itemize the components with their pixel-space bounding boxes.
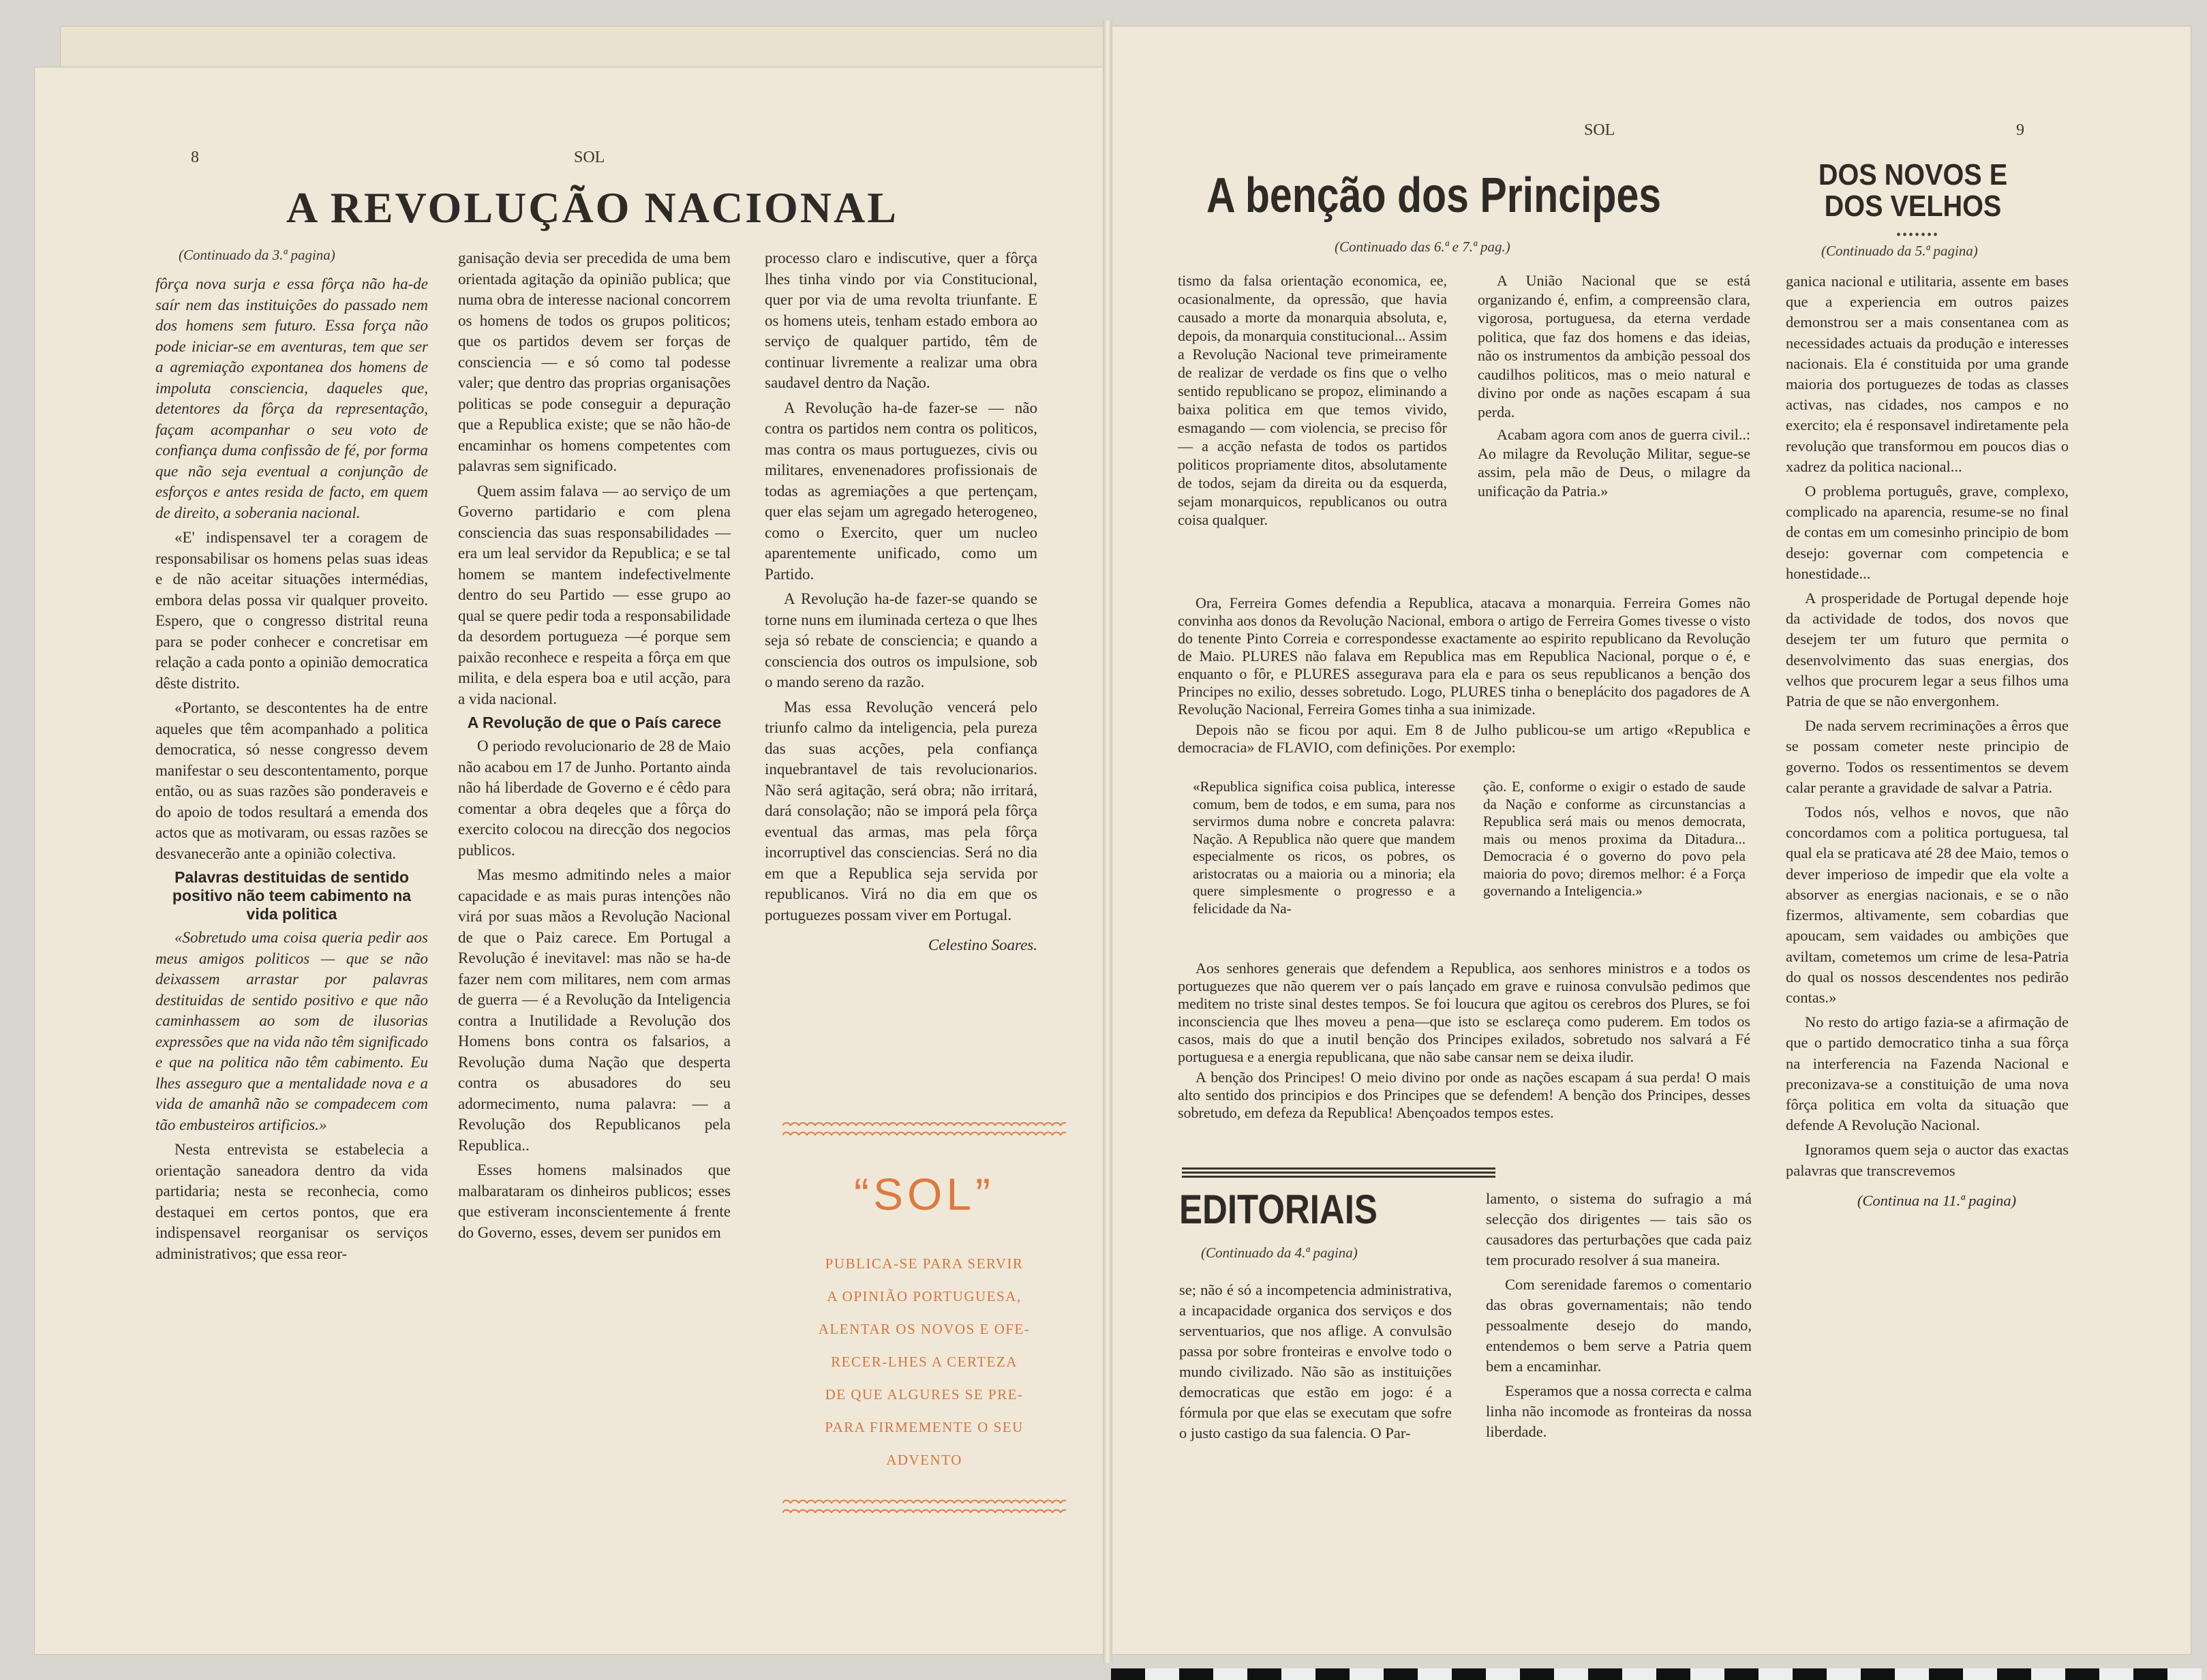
paragraph: Mas essa Revolução vencerá pelo triunfo calmo da inteligencia, pela pureza das suas acções, pela confiança inquebrantavel de tais revolucionarios. Não será agitação, será obra; não irritará, dará consolação; não se imporá pela fôrça eventual das armas, mas pela fôrça incorruptivel das consciencias. Será no dia em que a Republica seja servida por republicanos. Virá no dia em que os portuguezes possam viver em Portugal. (765, 698, 1037, 923)
paragraph: se; não é só a incompetencia administrativa, a incapacidade organica dos serviços e dos serventuarios, que nos aflige. A convulsão passa por sobre fronteiras e envolve todo o mundo civilizado. Não são as instituições democraticas que estão em jogo: é a fórmula por que elas se executam que sofre o justo castigo da sua falencia. O Par- (1179, 1281, 1452, 1441)
ornament-wave (782, 1497, 1066, 1503)
paragraph: «E' indispensavel ter a coragem de responsabilisar os homens pelas suas ideas e de não aceitar situações intermédias, embora delas possa vir qualquer proveito. Espero, que o congresso distrital reuna para se poder conhecer e concretisar em relação a cada ponto a opinião democratica dêste distrito. (155, 529, 428, 692)
bencao-column-2 (1478, 271, 1750, 504)
continued-footer: (Continua na 11.ª pagina) (1857, 1191, 2017, 1209)
bencao-wide-text (1178, 594, 1750, 759)
ad-line: PUBLICA-SE PARA SERVIR (825, 1255, 1024, 1272)
paragraph: Aos senhores generais que defendem a Republica, aos senhores ministros e a todos os portuguezes que não querem ver o país lançado em grave e ruinosa convulsão pedimos que meditem no triste sinal destes tempos. Se foi loucura que agitou os cerebros dos Plures, se foi inconsciencia que lhes moveu a pena—que isto se esclareça como puderem. Em todos os casos, mais do que a inutil benção dos Principes exilados, sobretudo nos salvará a Fé portuguesa e a energia republicana, que não sabe cansar nem se deixa iludir. (1178, 960, 1750, 1065)
color-scale-bar (1111, 1668, 2202, 1680)
continued-note-left: (Continuado da 3.ª pagina) (179, 247, 335, 263)
ad-line: ALENTAR OS NOVOS E OFE- (818, 1321, 1031, 1337)
ad-line: DE QUE ALGURES SE PRE- (825, 1386, 1024, 1403)
ad-body (782, 1247, 1066, 1476)
subheading: Palavras destituidas de sentido positivo não teem cabimento na vida politica (172, 868, 412, 923)
ad-line: PARA FIRMEMENTE O SEU (825, 1419, 1024, 1435)
novos-velhos-column (1786, 271, 2069, 1215)
quote-column-1: «Republica significa coisa publica, interesse comum, bem de todos, e em suma, para nos servirmos duma nobre e concreta palavra: Nação. A Republica não quere que mandem especialmente os ricos, os pobres, os aristocratas ou a maioria ou a minoria; ela quere simplesmente o progresso e a felicidade da Na- (1193, 778, 1455, 917)
paragraph: A benção dos Principes! O meio divino por onde as nações escapam á sua perda! O mais alto sentido dos principios e dos Principes que se defendem! A benção dos Principes, desses sobretudo, em defeza da Republica! Abençoados tempos estes. (1178, 1069, 1750, 1121)
running-head-right: SOL (1584, 121, 1615, 139)
page-number-left: 8 (191, 149, 199, 166)
paragraph: Todos nós, velhos e novos, que não concordamos com a politica portuguesa, tal qual ela se praticava até 28 dee Maio, temos o dever imperioso de impedir que ela volte a absorver as energias nacionais, e se o não fizermos, altivamente, sem cobardias que apoucam, sem vaidades ou ambições que aviltam, cometemos um crime de lesa-Patria do qual os nossos descendentes nos pedirão contas.» (1786, 804, 2069, 1006)
headline-editoriais: EDITORIAIS (1179, 1187, 1378, 1232)
article-column-2 (458, 248, 731, 1247)
ad-line: A OPINIÃO PORTUGUESA, (827, 1288, 1022, 1304)
paragraph: Nesta entrevista se estabelecia a orientação saneadora dentro da vida partidaria; nesta se reconhecia, como destaquei em certos pontos, que era indispensavel reorganisar os serviços administrativos; que essa reor- (155, 1141, 428, 1262)
paragraph: Depois não se ficou por aqui. Em 8 de Julho publicou-se um artigo «Republica e democracia» de FLAVIO, com definições. Por exemplo: (1178, 721, 1750, 756)
ornament-wave (782, 1506, 1066, 1513)
paragraph: «Sobretudo uma coisa queria pedir aos meus amigos politicos — que se não deixassem arrastar por palavras destituidas de sentido positivo e que não caminhassem ao som de ilusorias expressões que na vida não têm significado e que na politica não têm cabimento. Eu lhes asseguro que a mentalidade nova e a vida de amanhã não se compadecem com tão embusteiros artificios.» (155, 929, 428, 1133)
quote-column-2: ção. E, conforme o exigir o estado de saude da Nação e conforme as circunstancias a Republica será mais ou menos democrata, mais ou menos proxima da Ditadura... Democracia é o governo do povo pela maioria do povo; diremos melhor: é a Força governando a Inteligencia.» (1483, 778, 1746, 899)
paragraph: Acabam agora com anos de guerra civil..: Ao milagre da Revolução Militar, segue-se assim, pela mão de Deus, o milagre da unificação da Patria.» (1478, 426, 1750, 500)
paragraph: A União Nacional que se está organizando é, enfim, a compreensão clara, vigorosa, portuguesa, da eterna verdade politica, que faz dos homens e das ideias, não os instrumentos da ambição pessoal dos caudilhos politicos, mas o meio natural e divino por onde as nações escapam á sua perda. (1478, 272, 1750, 421)
section-divider (1182, 1167, 1495, 1178)
ornament-wave (782, 1129, 1066, 1135)
signature: Celestino Soares. (928, 936, 1037, 953)
article-column-3 (765, 248, 1037, 960)
paragraph: lamento, o sistema do sufragio a má selecção dos dirigentes — tais são os causadores das perturbações que cada paiz tem procurado resolver á sua maneira. (1486, 1190, 1752, 1268)
paragraph: Mas mesmo admitindo neles a maior capacidade e as mais puras intenções não virá por suas mãos a Revolução Nacional de que o Paiz carece. Em Portugal a Revolução é inevitavel: mas não se ha-de fazer nem com militares, nem com armas de guerra — é a Revolução da Inteligencia contra a Inutilidade a Revolução dos Homens bons contra os falsarios, a Revolução duma Nação que desperta contra os abusadores do seu adormecimento, numa palavra: — a Revolução dos Republicanos pela Republica.. (458, 866, 731, 1154)
paragraph: Ora, Ferreira Gomes defendia a Republica, atacava a monarquia. Ferreira Gomes não convinha aos donos da Revolução Nacional, embora o artigo de Ferreira Gomes tivesse o visto do tenente Pinto Correia e correspondesse exactamente ao espirito republicano da Revolução de Maio. PLURES não falava em Republica mas em Republica Nacional, porque o é, e enquanto o fôr, e PLURES assegurava para ela e para os seus republicanos a benção dos Principes no exilio, desses sobretudo. Logo, PLURES tinha o beneplácito dos pagadores de A Revolução Nacional, Ferreira Gomes tinha a sua inimizade. (1178, 594, 1750, 718)
paragraph: Quem assim falava — ao serviço de um Governo partidario e com plena consciencia das suas responsabilidades — era um leal servidor da Republica; e se tal homem se mantem indefectivelmente dentro do seu Partido — esse grupo ao qual se quere pedir toda a responsabilidade da desordem portugueza —é porque sem paixão reconhece e respeita a fôrça em que milita, e dela espera boa e util acção, para a vida nacional. (458, 482, 731, 707)
sol-advertisement (782, 1116, 1066, 1539)
paragraph: processo claro e indiscutive, quer a fôrça lhes tinha vindo por via Constitucional, quer por via de uma revolta triunfante. E os homens uteis, tenham estado embora ao serviço de qualquer partido, têm de continuar livremente a realizar uma obra saudavel dentro da Nação. (765, 249, 1037, 391)
paragraph: A Revolução ha-de fazer-se quando se torne nuns em iluminada certeza o que lhes seja só rebate de consciencia; e quando a consciencia dos outros os impulsione, sob o mando sereno da razão. (765, 590, 1037, 690)
running-head-left: SOL (574, 149, 605, 166)
article-column-1 (155, 274, 428, 1268)
editoriais-column-2 (1486, 1189, 1752, 1446)
paragraph: «Portanto, se descontentes ha de entre aqueles que têm acompanhado a politica democratica, só nesse congresso devem manifestar o seu descontentamento, porque então, ou as suas razões são ponderaveis e do apoio de todos resultará a emenda dos actos que as motivaram, ou essas razões se desvanecerão ante a opinião colectiva. (155, 699, 428, 862)
paragraph: Esses homens malsinados que malbarataram os dinheiros publicos; esses que estiveram inconscientemente á frente do Governo, esses, devem ser punidos em (458, 1161, 731, 1241)
headline-novos-velhos: DOS NOVOS E DOS VELHOS (1818, 158, 2008, 223)
paragraph: tismo da falsa orientação economica, ee, ocasionalmente, da opressão, que havia causado a morte da monarquia absoluta, e, depois, da monarquia constitucional... Assim a Revolução Nacional teve primeiramente de realizar de verdade os fins que o velho sentido republicano se propoz, eliminando a baixa politica em que temos vivido, esmagando — com violencia, se preciso fôr — a acção nefasta de todos os partidos politicos propriamente ditos, absolutamente de todos, sejam da direita ou da esquerda, sejam monarquicos, republicanos ou outra coisa qualquer. (1178, 272, 1447, 528)
paragraph: O periodo revolucionario de 28 de Maio não acabou em 17 de Junho. Portanto ainda não há liberdade de Governo e é cêdo para comentar a obra deqeles que a fôrça do exercito colocou na direcção dos negocios publicos. (458, 737, 731, 859)
paragraph: De nada servem recriminações a êrros que se possam cometer neste principio de governo. Todos os ressentimentos se devem calar perante a gravidade de salvar a Patria. (1786, 717, 2069, 796)
paragraph: A prosperidade de Portugal depende hoje da actividade de todos, dos novos que desejem ter um futuro que permita o desenvolvimento das suas energias, dos velhos que procurem legar a seus filhos uma Patria de que se não envergonhem. (1786, 590, 2069, 710)
bencao-column-1 (1178, 271, 1447, 533)
paragraph: No resto do artigo fazia-se a afirmação de que o partido democratico tinha a sua fôrça na interferencia na Fazenda Nacional e preconizava-se a constituição de uma nova fôrça politica em volta da situação que defende A Revolução Nacional. (1786, 1013, 2069, 1134)
paragraph: Com serenidade faremos o comentario das obras governamentais; não tendo pessoalmente desejo do mando, entendemos o bem serve a Patria quem bem a encaminhar. (1486, 1276, 1752, 1375)
page-fold (1103, 20, 1112, 1663)
paragraph: Ignoramos quem seja o auctor das exactas palavras que transcrevemos (1786, 1141, 2069, 1179)
subheading: A Revolução de que o País carece (467, 714, 722, 731)
ad-line: RECER-LHES A CERTEZA (831, 1354, 1018, 1370)
paragraph: ganica nacional e utilitaria, assente em bases que a experiencia em outros paizes demonstrou ser a mais consentanea com as necessidades actuais da produção e interesses nacionais. Ela é constituida por uma grande maioria dos portuguezes de todas as classes activas, nas cidades, nos campos e no exercito; ela é responsavel indiretamente pela revolução que transformou em poucos dias o xadrez da politica nacional... (1786, 273, 2069, 475)
ornament-wave (782, 1119, 1066, 1126)
paragraph: A Revolução ha-de fazer-se — não contra os partidos nem contra os politicos, mas contra os maus portuguezes, civis ou militares, envenenadores profissionais de todas as agremiações a que pertençam, quer elas sejam um agregado heterogeneo, como o Exercito, quer um nucleo aparentemente unificado, como um Partido. (765, 399, 1037, 583)
ad-title: “SOL” (853, 1169, 995, 1219)
bencao-closing-text (1178, 960, 1750, 1125)
page-number-right: 9 (2016, 121, 2024, 139)
paragraph: O problema português, grave, complexo, complicado na aparencia, resume-se no final de contas em um comesinho principio de bom desejo: governar com competencia e honestidade... (1786, 483, 2069, 582)
headline-bencao: A benção dos Principes (1206, 168, 1662, 223)
editoriais-column-1 (1179, 1280, 1452, 1448)
paragraph: Esperamos que a nossa correcta e calma linha não incomode as fronteiras da nossa liberdade. (1486, 1382, 1752, 1440)
paragraph: ganisação devia ser precedida de uma bem orientada agitação da opinião publica; que numa obra de interesse nacional concorrem os homens de todos os grupos politicos; que os partidos devem ser forças de consciencia — e só como tal podesse valer; que dentro das proprias organisações politicas se pode conseguir a depuração que a Republica existe; que se não hão-de encaminhar os homens competentes com palavras sem significado. (458, 249, 731, 474)
headline-revolucao: A REVOLUÇÃO NACIONAL (286, 183, 898, 232)
ad-line: ADVENTO (886, 1452, 962, 1468)
paragraph: fôrça nova surja e essa fôrça não ha-de saír nem das instituições do passado nem dos homens sem futuro. Essa força não pode iniciar-se em aventuras, tem que ser a agremiação expontanea dos homens de impoluta consciencia, daqueles que, detentores da fôrça da representação, façam acompanhar o seu voto de confiança duma confissão de fé, por forma que não seja eventual a conjunção de esforços e antes resida de facto, em quem de direito, a soberania nacional. (155, 275, 428, 521)
ornament-dots: ••••••• (1896, 228, 1940, 243)
continued-note-editoriais: (Continuado da 4.ª pagina) (1201, 1244, 1358, 1261)
continued-note-novos: (Continuado da 5.ª pagina) (1821, 243, 1978, 259)
continued-note-bencao: (Continuado das 6.ª e 7.ª pag.) (1335, 239, 1510, 255)
